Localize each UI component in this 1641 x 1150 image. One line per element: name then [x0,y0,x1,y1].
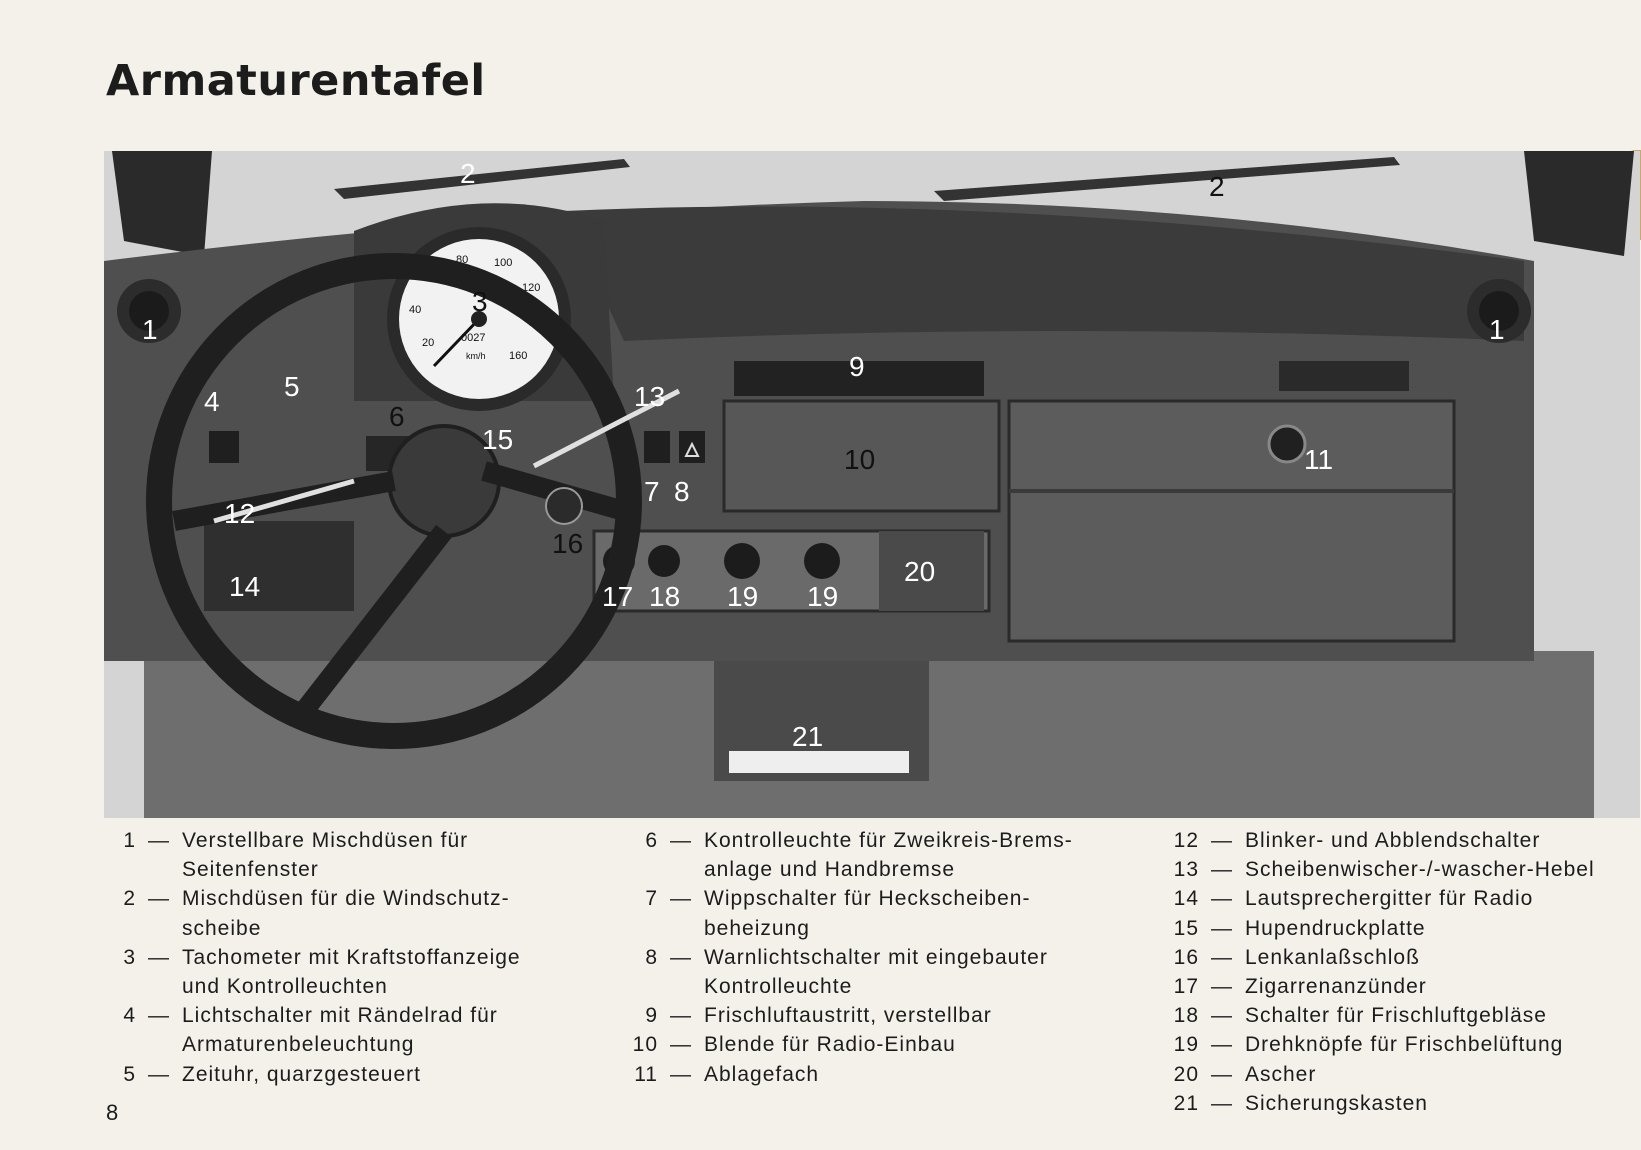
fuse-strip [729,751,909,773]
legend-text-continued: Kontrolleuchte [704,975,853,999]
page-title: Armaturentafel [106,56,486,106]
legend-item-21 [1163,1089,1595,1118]
right-pillar [1524,151,1634,256]
callout-16: 16 [552,528,584,559]
legend-number: 16 [1173,945,1199,969]
legend-number: 6 [645,829,658,852]
speed-tick-120: 120 [522,282,541,294]
callout-18: 18 [649,581,681,612]
callout-2-right: 2 [1209,171,1225,202]
rear-defrost-switch [644,431,670,463]
legend-text-continued: beheizung [704,916,810,940]
callout-3: 3 [472,286,488,317]
legend-text: Blende für Radio-Einbau [704,1033,956,1057]
legend-item-8 [622,943,1073,972]
legend-item-10 [622,1030,1073,1059]
legend-number: 8 [645,945,658,969]
legend-dash: — [1211,1091,1233,1115]
legend-number: 4 [123,1004,136,1028]
legend-number: 11 [634,1062,658,1086]
legend-text: Warnlichtschalter mit eingebauter [704,945,1048,969]
legend-dash: — [670,1033,692,1057]
legend-item-18 [1163,1001,1595,1030]
legend-item-4 [100,1001,521,1030]
callout-13: 13 [634,381,666,412]
speaker-grille [204,521,354,611]
legend-dash: — [148,887,170,911]
hazard-switch [679,431,705,463]
legend-text-continued: und Kontrolleuchten [182,975,388,999]
legend-item-9 [622,1001,1073,1030]
speed-unit: km/h [466,351,486,361]
legend-number: 18 [1173,1004,1199,1028]
legend-number: 20 [1173,1062,1199,1086]
legend-item-2 [100,884,521,913]
callout-14: 14 [229,571,261,602]
legend-number: 1 [123,829,136,852]
legend-number: 19 [1173,1033,1199,1057]
legend-number: 13 [1173,858,1199,882]
legend-dash: — [148,1004,170,1028]
callout-4: 4 [204,386,220,417]
legend-dash: — [1211,975,1233,999]
legend-number: 17 [1173,975,1199,999]
legend-item-5 [100,1060,521,1089]
legend-dash: — [1211,887,1233,911]
speed-tick-20: 20 [422,337,435,349]
legend-number: 21 [1173,1091,1199,1115]
legend-column-3 [1163,826,1595,1118]
legend-text: Wippschalter für Heckscheiben- [704,887,1031,911]
legend-item-13 [1163,855,1595,884]
legend-text: Ablagefach [704,1062,820,1086]
legend-text: Drehknöpfe für Frischbelüftung [1245,1033,1564,1057]
legend-text: Zigarrenanzünder [1245,975,1427,999]
speed-tick-60: 60 [424,272,437,284]
legend-text-continued: Armaturenbeleuchtung [182,1033,415,1057]
legend-dash: — [670,945,692,969]
ventilation-knob-left [724,543,760,579]
callout-12: 12 [224,498,256,529]
legend-column-2 [622,826,1073,1089]
legend-text: Blinker- und Abblendschalter [1245,829,1541,852]
legend-item-1 [100,826,521,855]
legend-number: 10 [632,1033,658,1057]
legend-text: Sicherungskasten [1245,1091,1428,1115]
legend-text: Schalter für Frischluftgebläse [1245,1004,1547,1028]
legend-text: Scheibenwischer-/-wascher-Hebel [1245,858,1595,882]
callout-11: 11 [1304,444,1334,475]
speed-tick-80: 80 [456,254,469,266]
legend-dash: — [148,945,170,969]
callout-17: 17 [602,581,634,612]
legend-dash: — [670,829,692,852]
legend-number: 5 [123,1062,136,1086]
legend-number: 9 [645,1004,658,1028]
legend-item-17 [1163,972,1595,1001]
legend-dash: — [1211,858,1233,882]
left-pillar [112,151,212,256]
legend-item-14 [1163,884,1595,913]
glovebox-lock [1269,426,1305,462]
callout-7: 7 [644,476,660,507]
legend-dash: — [1211,1062,1233,1086]
legend-text: Zeituhr, quarzgesteuert [182,1062,421,1086]
legend-number: 3 [123,945,136,969]
legend-number: 15 [1173,916,1199,940]
legend-column-1 [100,826,521,1089]
page-number: 8 [106,1100,119,1125]
odometer: 0027 [461,332,486,344]
legend-number: 2 [123,887,136,911]
legend-text: Verstellbare Mischdüsen für [182,829,469,852]
ventilation-knob-right [804,543,840,579]
glovebox [1009,401,1454,641]
legend-number: 14 [1173,887,1199,911]
blower-switch [648,545,680,577]
legend-item-11 [622,1060,1073,1089]
callout-5: 5 [284,371,300,402]
light-switch [209,431,239,463]
callout-6: 6 [389,401,405,432]
dashboard-photo [104,151,1640,818]
callout-20: 20 [904,556,936,587]
callout-19a: 19 [727,581,759,612]
callout-1-right: 1 [1489,314,1505,345]
legend-text: Mischdüsen für die Windschutz- [182,887,510,911]
legend-text: Lichtschalter mit Rändelrad für [182,1004,498,1028]
speed-tick-40: 40 [409,304,422,316]
legend-item-6 [622,826,1073,855]
callout-19b: 19 [807,581,839,612]
speed-tick-160: 160 [509,350,528,362]
legend-text: Lautsprechergitter für Radio [1245,887,1534,911]
callout-10: 10 [844,444,876,475]
legend-dash: — [1211,829,1233,852]
speed-tick-140: 140 [529,317,548,329]
legend-dash: — [1211,916,1233,940]
legend-dash: — [1211,1004,1233,1028]
passenger-air-outlet [1279,361,1409,391]
legend-dash: — [670,1004,692,1028]
callout-8: 8 [674,476,690,507]
legend-text: Kontrolleuchte für Zweikreis-Brems- [704,829,1073,852]
legend-item-19 [1163,1030,1595,1059]
callout-1-left: 1 [142,314,158,345]
legend-item-16 [1163,943,1595,972]
legend-dash: — [670,1062,692,1086]
legend-item-20 [1163,1060,1595,1089]
legend-text-continued: scheibe [182,916,262,940]
legend-dash: — [1211,1033,1233,1057]
legend-dash: — [148,829,170,852]
ignition-lock [546,488,582,524]
legend-dash: — [148,1062,170,1086]
callout-21: 21 [792,721,824,752]
callout-2-left: 2 [460,158,476,189]
legend-text: Frischluftaustritt, verstellbar [704,1004,992,1028]
legend-text: Hupendruckplatte [1245,916,1426,940]
callout-9: 9 [849,351,865,382]
callout-15: 15 [482,424,514,455]
legend-item-7 [622,884,1073,913]
speed-tick-100: 100 [494,257,513,269]
legend-number: 12 [1173,829,1199,852]
legend-item-12 [1163,826,1595,855]
legend-item-15 [1163,914,1595,943]
legend-number: 7 [645,887,658,911]
legend-text: Tachometer mit Kraftstoffanzeige [182,945,521,969]
legend-dash: — [670,887,692,911]
legend-text-continued: anlage und Handbremse [704,858,955,882]
legend-text: Ascher [1245,1062,1317,1086]
legend-item-3 [100,943,521,972]
legend-dash: — [1211,945,1233,969]
legend-text: Lenkanlaßschloß [1245,945,1420,969]
legend-text-continued: Seitenfenster [182,858,319,882]
